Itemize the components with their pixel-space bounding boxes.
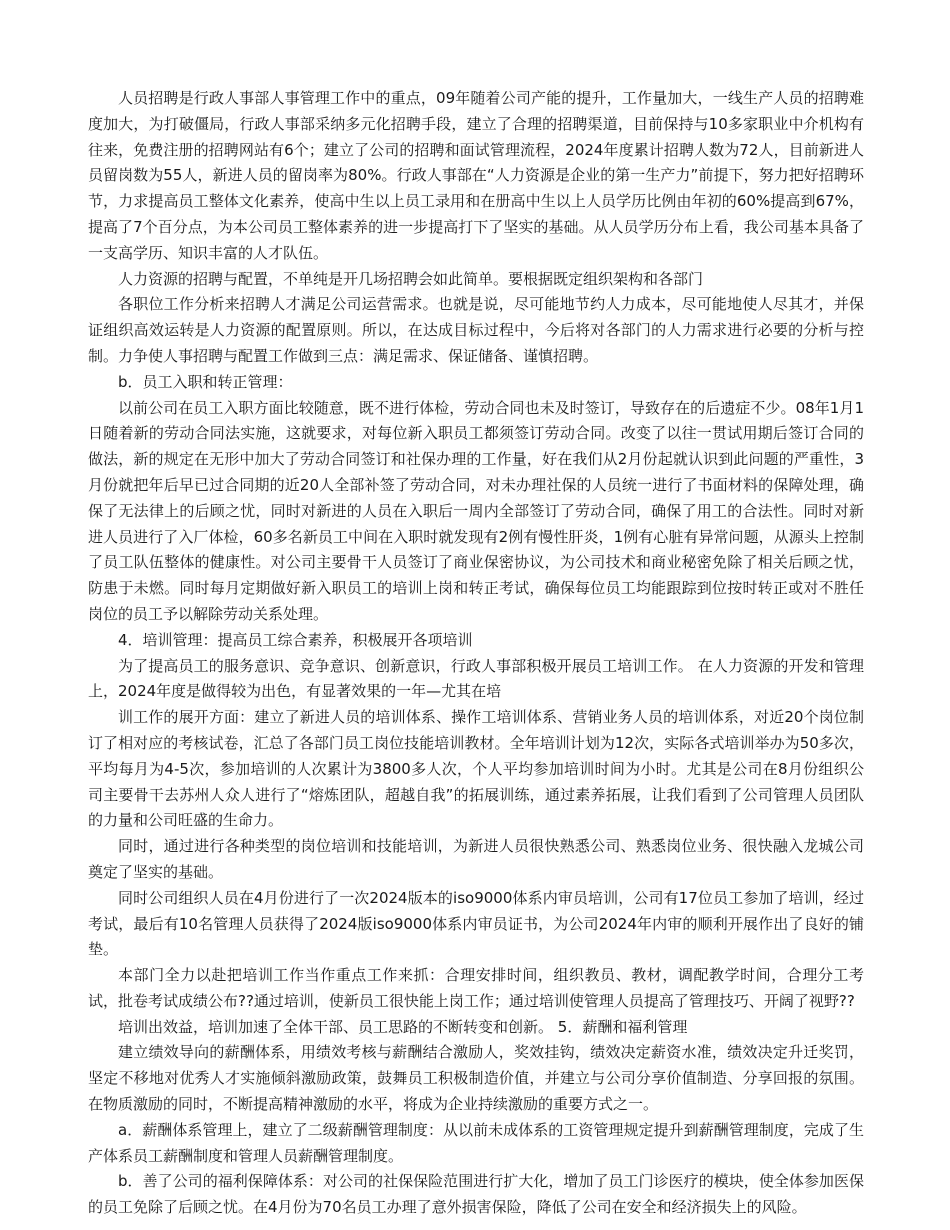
paragraph-onboarding: 以前公司在员工入职方面比较随意，既不进行体检，劳动合同也未及时签订，导致存在的后遗症不少。08年1月1日随着新的劳动合同法实施，这就要求，对每位新入职员工都须签订劳动合同。改变了以往一贯试用期后签订合同的做法，新的规定在无形中加大了劳动合同签订和社保办理的工作量，好在我们从2月份起就认识到此问题的严重性，3月份就把年后早已过合同期的近20人全部补签了劳动合同，对未办理社保的人员统一进行了书面材料的保障处理，确保了无法律上的后顾之忧，同时对新进的人员在入职后一周内全部签订了劳动合同，确保了用工的合法性。同时对新进人员进行了入厂体检，60多名新员工中间在入职时就发现有2例有慢性肝炎，1例有心脏有异常问题，从源头上控制了员工队伍整体的健康性。对公司主要骨干人员签订了商业保密协议，为公司技术和商业秘密免除了相关后顾之忧，防患于未燃。同时每月定期做好新入职员工的培训上岗和转正考试，确保每位员工均能跟踪到位按时转正或对不胜任岗位的员工予以解除劳动关系处理。 xyxy=(88,398,864,623)
paragraph-welfare: b．善了公司的福利保障体系：对公司的社保保险范围进行扩大化，增加了员工门诊医疗的模块，使全体参加医保的员工免除了后顾之忧。在4月份为70名员工办理了意外损害保险，降低了公司在安全和经济损失上的风险。 xyxy=(88,1172,864,1217)
paragraph-recruitment: 人员招聘是行政人事部人事管理工作中的重点，09年随着公司产能的提升，工作量加大，一线生产人员的招聘难度加大，为打破僵局，行政人事部采纳多元化招聘手段，建立了合理的招聘渠道，目前保持与10多家职业中介机构有往来，免费注册的招聘网站有6个；建立了公司的招聘和面试管理流程，2024年度累计招聘人数为72人，目前新进人员留岗数为55人，新进人员的留岗率为80%。行政人事部在“人力资源是企业的第一生产力”前提下，努力把好招聘环节，力求提高员工整体文化素养，使高中生以上员工录用和在册高中生以上人员学历比例由年初的60%提高到67%，提高了7个百分点，为本公司员工整体素养的进一步提高打下了坚实的基础。从人员学历分布上看，我公司基本具备了一支高学历、知识丰富的人才队伍。 xyxy=(88,89,864,262)
heading-training: 4．培训管理：提高员工综合素养，积极展开各项培训 xyxy=(118,630,473,649)
paragraph-training-intro: 为了提高员工的服务意识、竞争意识、创新意识，行政人事部积极开展员工培训工作。 在人力资源的开发和管理上，2024年度是做得较为出色，有显著效果的一年—尤其在培 xyxy=(88,656,864,701)
heading-onboarding: b．员工入职和转正管理： xyxy=(118,372,293,391)
document-page xyxy=(88,86,864,1221)
paragraph-iso-training: 同时公司组织人员在4月份进行了一次2024版本的iso9000体系内审员培训，公司有17位员工参加了培训，经过考试，最后有10名管理人员获得了2024版iso9000体系内审员证书，为公司2024年内审的顺利开展作出了良好的铺垫。 xyxy=(88,888,864,959)
paragraph-salary-system: a．薪酬体系管理上，建立了二级薪酬管理制度：从以前未成体系的工资管理规定提升到薪酬管理制度，完成了生产体系员工薪酬制度和管理人员薪酬管理制度。 xyxy=(88,1120,864,1165)
paragraph-training-focus: 本部门全力以赴把培训工作当作重点工作来抓：合理安排时间，组织教员、教材，调配教学时间，合理分工考试，批卷考试成绩公布??通过培训，使新员工很快能上岗工作；通过培训使管理人员提高了管理技巧、开阔了视野?? xyxy=(88,966,864,1010)
paragraph-training-benefit: 培训出效益，培训加速了全体干部、员工思路的不断转变和创新。 5．薪酬和福利管理 xyxy=(118,1017,688,1036)
paragraph-training-system: 训工作的展开方面：建立了新进人员的培训体系、操作工培训体系、营销业务人员的培训体系，对近20个岗位制订了相对应的考核试卷，汇总了各部门员工岗位技能培训教材。全年培训计划为12次，实际各式培训举办为50多次，平均每月为4-5次，参加培训的人次累计为3800多人次，个人平均参加培训时间为小时。尤其是公司在8月份组织公司主要骨干去苏州人众人进行了“熔炼团队，超越自我”的拓展训练，通过素养拓展，让我们看到了公司管理人员团队的力量和公司旺盛的生命力。 xyxy=(88,708,864,830)
paragraph-compensation: 建立绩效导向的薪酬体系，用绩效考核与薪酬结合激励人，奖效挂钩，绩效决定薪资水准，绩效决定升迁奖罚，坚定不移地对优秀人才实施倾斜激励政策，鼓舞员工积极制造价值，并建立与公司分享价值制造、分享回报的氛围。在物质激励的同时，不断提高精神激励的水平，将成为企业持续激励的重要方式之一。 xyxy=(88,1043,864,1114)
paragraph-allocation-principle: 各职位工作分析来招聘人才满足公司运营需求。也就是说，尽可能地节约人力成本，尽可能地使人尽其才，并保证组织高效运转是人力资源的配置原则。所以，在达成目标过程中，今后将对各部门的人力需求进行必要的分析与控制。力争使人事招聘与配置工作做到三点：满足需求、保证储备、谨慎招聘。 xyxy=(88,295,864,365)
paragraph-allocation-intro: 人力资源的招聘与配置，不单纯是开几场招聘会如此简单。要根据既定组织架构和各部门 xyxy=(118,269,704,288)
paragraph-training-skills: 同时，通过进行各种类型的岗位培训和技能培训，为新进人员很快熟悉公司、熟悉岗位业务、很快融入龙城公司奠定了坚实的基础。 xyxy=(88,837,864,881)
